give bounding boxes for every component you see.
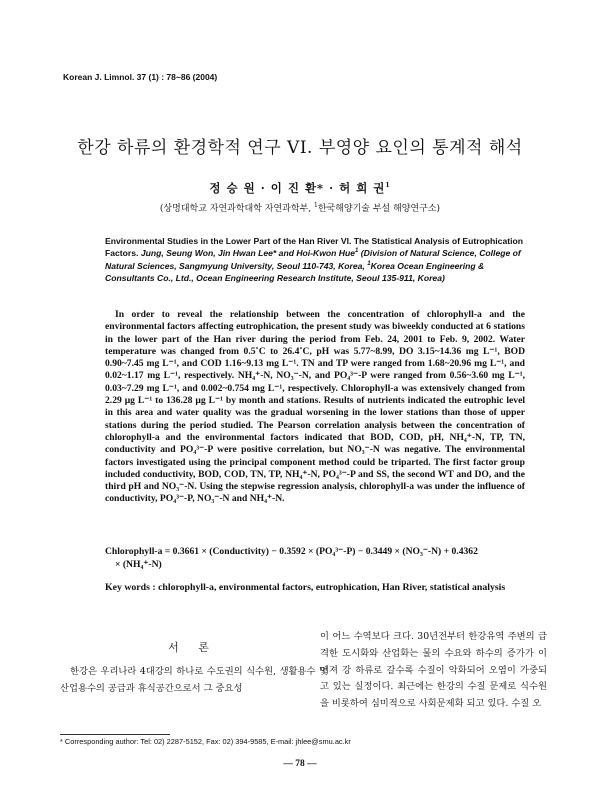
authors-korean <box>0 180 600 196</box>
keywords-label: Key words : <box>105 582 159 593</box>
english-title-block <box>105 235 525 285</box>
journal-header: Korean J. Limnol. 37 (1) : 78~86 (2004) <box>63 72 218 82</box>
affiliation-korean-sup: 1 <box>313 202 318 209</box>
abstract-paragraph: In order to reveal the relationship between the concentration of chlorophyll-a and the environmental factors affecting eutrophication, the present study was biweekly conducted at 6 stations in the lower part of the Han river during the period from Feb. 24, 2001 to Feb. 9, 2002. Water temperature was changed from 0.5˚C to 26.4˚C, pH was 5.77~8.99, DO 3.15~14.36 mg L⁻¹, BOD 0.90~7.45 mg L⁻¹, and COD 1.16~9.13 mg L⁻¹. TN and TP were ranged from 1.68~20.96 mg L⁻¹, and 0.02~1.17 mg L⁻¹, respectively. NH₄⁺-N, NO₃⁻-N, and PO₄³⁻-P were ranged from 0.56~3.60 mg L⁻¹, 0.03~7.29 mg L⁻¹, and 0.002~0.754 mg L⁻¹, respectively. Chlorophyll-a was extensively changed from 2.29 μg L⁻¹ to 136.28 μg L⁻¹ by month and stations. Results of nutrients indicated the eutrophic level in this area and water quality was the gradual worsening in the lower stations than those of upper stations during the period studied. The Pearson correlation analysis between the concentration of chlorophyll-a and the environmental factors indicated that BOD, COD, pH, NH₄⁺-N, TP, TN, conductivity and PO₄³⁻-P were positive correlation, but NO₃⁻-N was negative. The environmental factors investigated using the principal component method could be triparted. The first factor group included conductivity, BOD, COD, TN, TP, NH₄⁺-N, PO₄³⁻-P and SS, the second WT and DO, and the third pH and NO₃⁻-N. Using the stepwise regression analysis, chlorophyll-a was under the influence of conductivity, PO₄³⁻-P, NO₃⁻-N and NH₄⁺-N. <box>105 309 525 505</box>
regression-equation <box>105 546 525 571</box>
left-column-text: 한강은 우리나라 4대강의 하나로 수도권의 식수원, 생활용수 및 산업용수의 공급과 휴식공간으로서 그 중요성 <box>60 666 328 694</box>
footnote: * Corresponding author: Tel: 02) 2287-5152, Fax: 02) 394-9585, E-mail: jhlee@smu.ac.kr <box>60 737 351 746</box>
english-affiliation-2: Korea Ocean Engineering & Consultants Co., Ltd., Ocean Engineering Research Institute, Seoul 135-911, Korea) <box>105 260 485 284</box>
section-heading: 서 론 <box>168 641 217 654</box>
authors-korean-sup: 1 <box>385 182 391 190</box>
authors-korean-names: 정 승 원 · 이 진 환* · 허 희 권 <box>209 181 386 195</box>
page-number: — 78 — <box>283 759 317 769</box>
equation-line-1: Chlorophyll-a = 0.3661 × (Conductivity) − 0.3592 × (PO₄³⁻-P) − 0.3449 × (NO₃⁻-N) + 0.4362 <box>105 546 478 557</box>
affiliation-korean <box>0 201 600 214</box>
footnote-rule <box>60 734 170 735</box>
english-authors-sup: 1 <box>355 248 359 255</box>
affiliation-korean-part2: 한국해양기술 부설 해양연구소) <box>317 204 441 214</box>
keywords-text: chlorophyll-a, environmental factors, eutrophication, Han River, statistical analysis <box>158 582 506 593</box>
paper-title-korean: 한강 하류의 환경학적 연구 VI. 부영양 요인의 통계적 해석 <box>77 138 523 158</box>
keywords <box>105 582 525 595</box>
english-title: Environmental Studies in the Lower Part of the Han River VI. The Statistical Analysis of Eutrophication Factors. <box>105 236 523 259</box>
english-affiliation-1: (Division of Natural Science, College of Natural Sciences, Sangmyung University, Seoul 110-743, Korea, <box>105 248 521 271</box>
english-authors: Jung, Seung Won, Jin Hwan Lee* and Hoi-Kwon Hue <box>140 248 356 259</box>
left-column <box>60 664 328 698</box>
affiliation-korean-part1: (상명대학교 자연과학대학 자연과학부, <box>159 204 314 214</box>
english-affiliation-sup: 1 <box>367 260 371 267</box>
right-column: 이 어느 수역보다 크다. 30년전부터 한강유역 주변의 급격한 도시화와 산업화는 물의 수요와 하수의 증가가 이어져 강 하류로 갈수록 수질이 악화되어 오염이 가중되고 있는 실정이다. 최근에는 한강의 수질 문제로 식수원을 비롯하여 심미적으로 사회문제화 되고 있다. 수질 오 <box>320 631 547 710</box>
abstract <box>105 309 525 506</box>
equation-line-2: × (NH₄⁺-N) <box>115 558 162 570</box>
